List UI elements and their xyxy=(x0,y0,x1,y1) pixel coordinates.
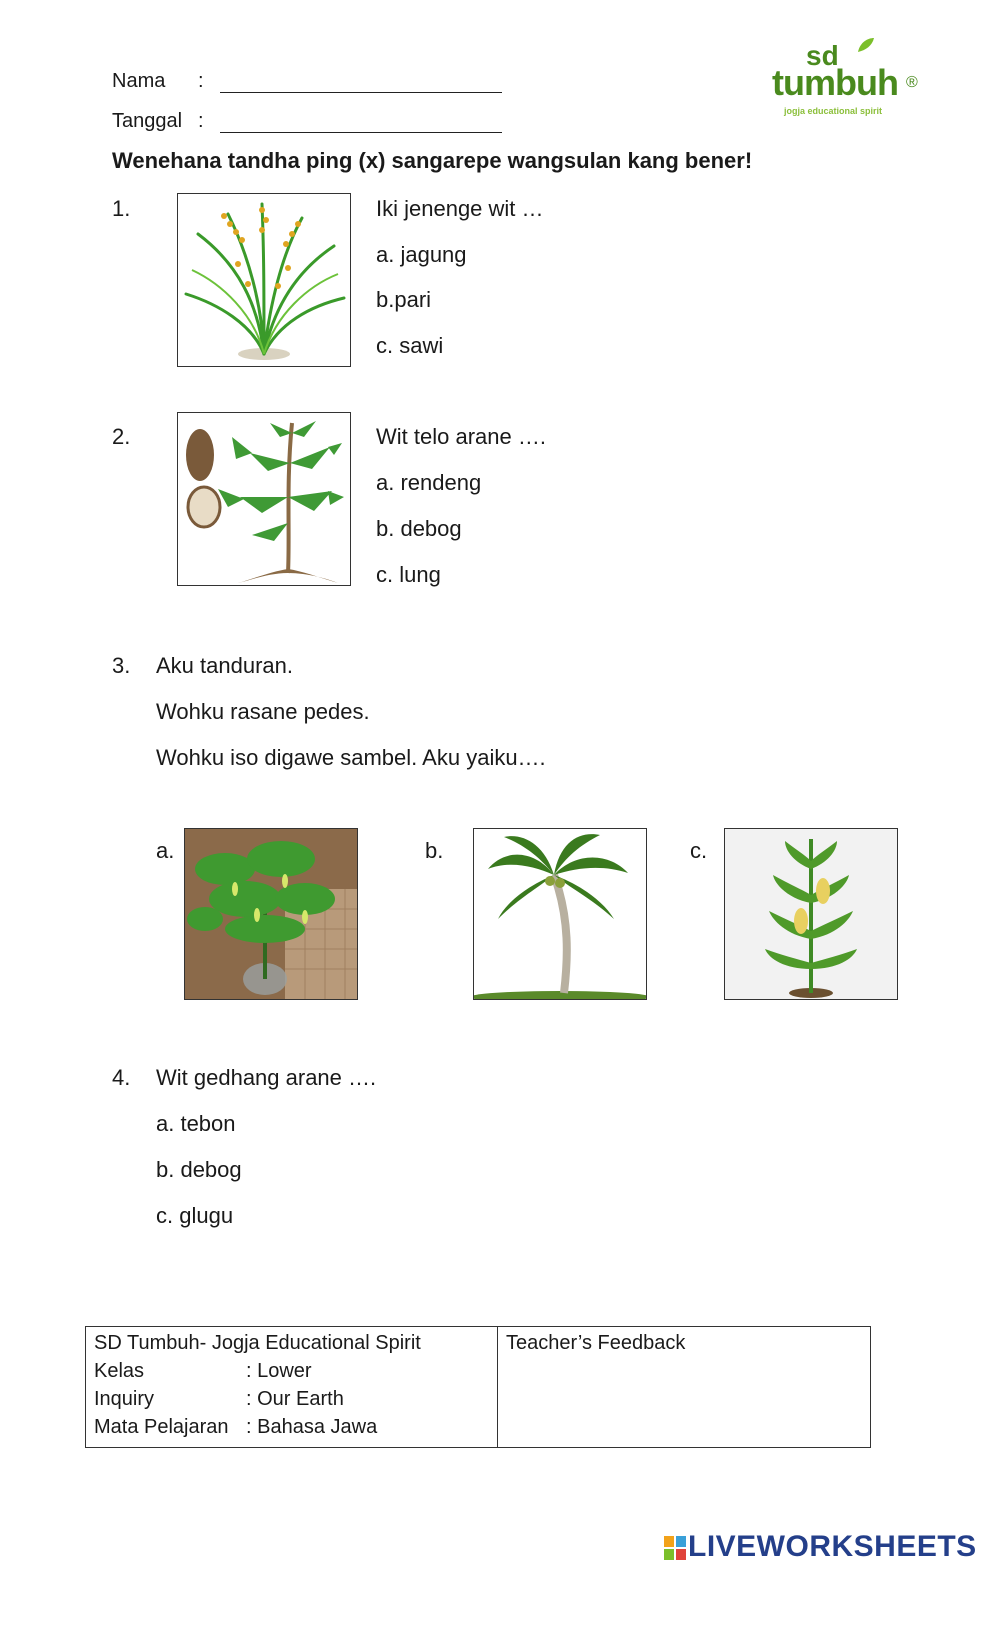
logo-registered: ® xyxy=(906,74,918,91)
info-value: : Bahasa Jawa xyxy=(246,1416,378,1438)
q2-option-c[interactable]: c. lung xyxy=(376,562,441,587)
rice-plant-image xyxy=(177,193,351,367)
logo-sd: sd xyxy=(806,40,839,71)
q3-option-c-label[interactable]: c. xyxy=(690,838,708,863)
info-key: Inquiry xyxy=(94,1388,155,1410)
q2-option-a[interactable]: a. rendeng xyxy=(376,470,482,495)
q3-number: 3. xyxy=(112,653,131,678)
q2-option-b[interactable]: b. debog xyxy=(376,516,462,541)
date-field[interactable] xyxy=(220,132,502,133)
date-colon: : xyxy=(198,110,204,132)
school-name: SD Tumbuh- Jogja Educational Spirit xyxy=(94,1332,421,1354)
q1-option-b[interactable]: b.pari xyxy=(376,287,432,312)
q3-option-b-label[interactable]: b. xyxy=(425,838,444,863)
q1-option-a[interactable]: a. jagung xyxy=(376,242,467,267)
info-value: : Lower xyxy=(246,1360,312,1382)
q4-option-c[interactable]: c. glugu xyxy=(156,1203,234,1228)
liveworksheets-brand xyxy=(664,1530,977,1564)
coconut-tree-image[interactable] xyxy=(473,828,647,1000)
info-table-left xyxy=(86,1327,498,1447)
q3-line-2: Wohku rasane pedes. xyxy=(156,699,370,724)
logo-tumbuh: tumbuh xyxy=(772,62,898,103)
q4-prompt: Wit gedhang arane …. xyxy=(156,1065,377,1090)
liveworksheets-logo-icon xyxy=(664,1536,686,1560)
q4-option-a[interactable]: a. tebon xyxy=(156,1111,236,1136)
q1-prompt: Iki jenenge wit … xyxy=(376,196,544,221)
instruction: Wenehana tandha ping (x) sangarepe wangsulan kang bener! xyxy=(112,148,753,173)
info-key: Mata Pelajaran xyxy=(94,1416,229,1438)
q1-number: 1. xyxy=(112,196,131,221)
q3-line-1: Aku tanduran. xyxy=(156,653,293,678)
teacher-feedback-cell[interactable] xyxy=(498,1327,870,1447)
info-key: Kelas xyxy=(94,1360,145,1382)
q3-option-a-label[interactable]: a. xyxy=(156,838,175,863)
name-label: Nama xyxy=(112,70,166,92)
school-logo xyxy=(770,36,930,122)
info-row-kelas xyxy=(94,1357,489,1385)
info-row-mata-pelajaran xyxy=(94,1413,489,1441)
q4-option-b[interactable]: b. debog xyxy=(156,1157,242,1182)
info-row-inquiry xyxy=(94,1385,489,1413)
liveworksheets-text: LIVEWORKSHEETS xyxy=(688,1530,977,1563)
logo-tagline: jogja educational spirit xyxy=(784,106,883,116)
date-label: Tanggal xyxy=(112,110,183,132)
chili-plant-image[interactable] xyxy=(184,828,358,1000)
name-field[interactable] xyxy=(220,92,502,93)
q3-line-3: Wohku iso digawe sambel. Aku yaiku…. xyxy=(156,745,546,770)
q1-option-c[interactable]: c. sawi xyxy=(376,333,444,358)
q2-number: 2. xyxy=(112,424,131,449)
name-colon: : xyxy=(198,70,204,92)
corn-plant-image[interactable] xyxy=(724,828,898,1000)
info-table xyxy=(85,1326,871,1448)
info-value: : Our Earth xyxy=(246,1388,344,1410)
teacher-feedback-label: Teacher’s Feedback xyxy=(506,1332,686,1354)
q4-number: 4. xyxy=(112,1065,131,1090)
leaf-icon xyxy=(856,36,876,54)
q2-prompt: Wit telo arane …. xyxy=(376,424,546,449)
cassava-plant-image xyxy=(177,412,351,586)
